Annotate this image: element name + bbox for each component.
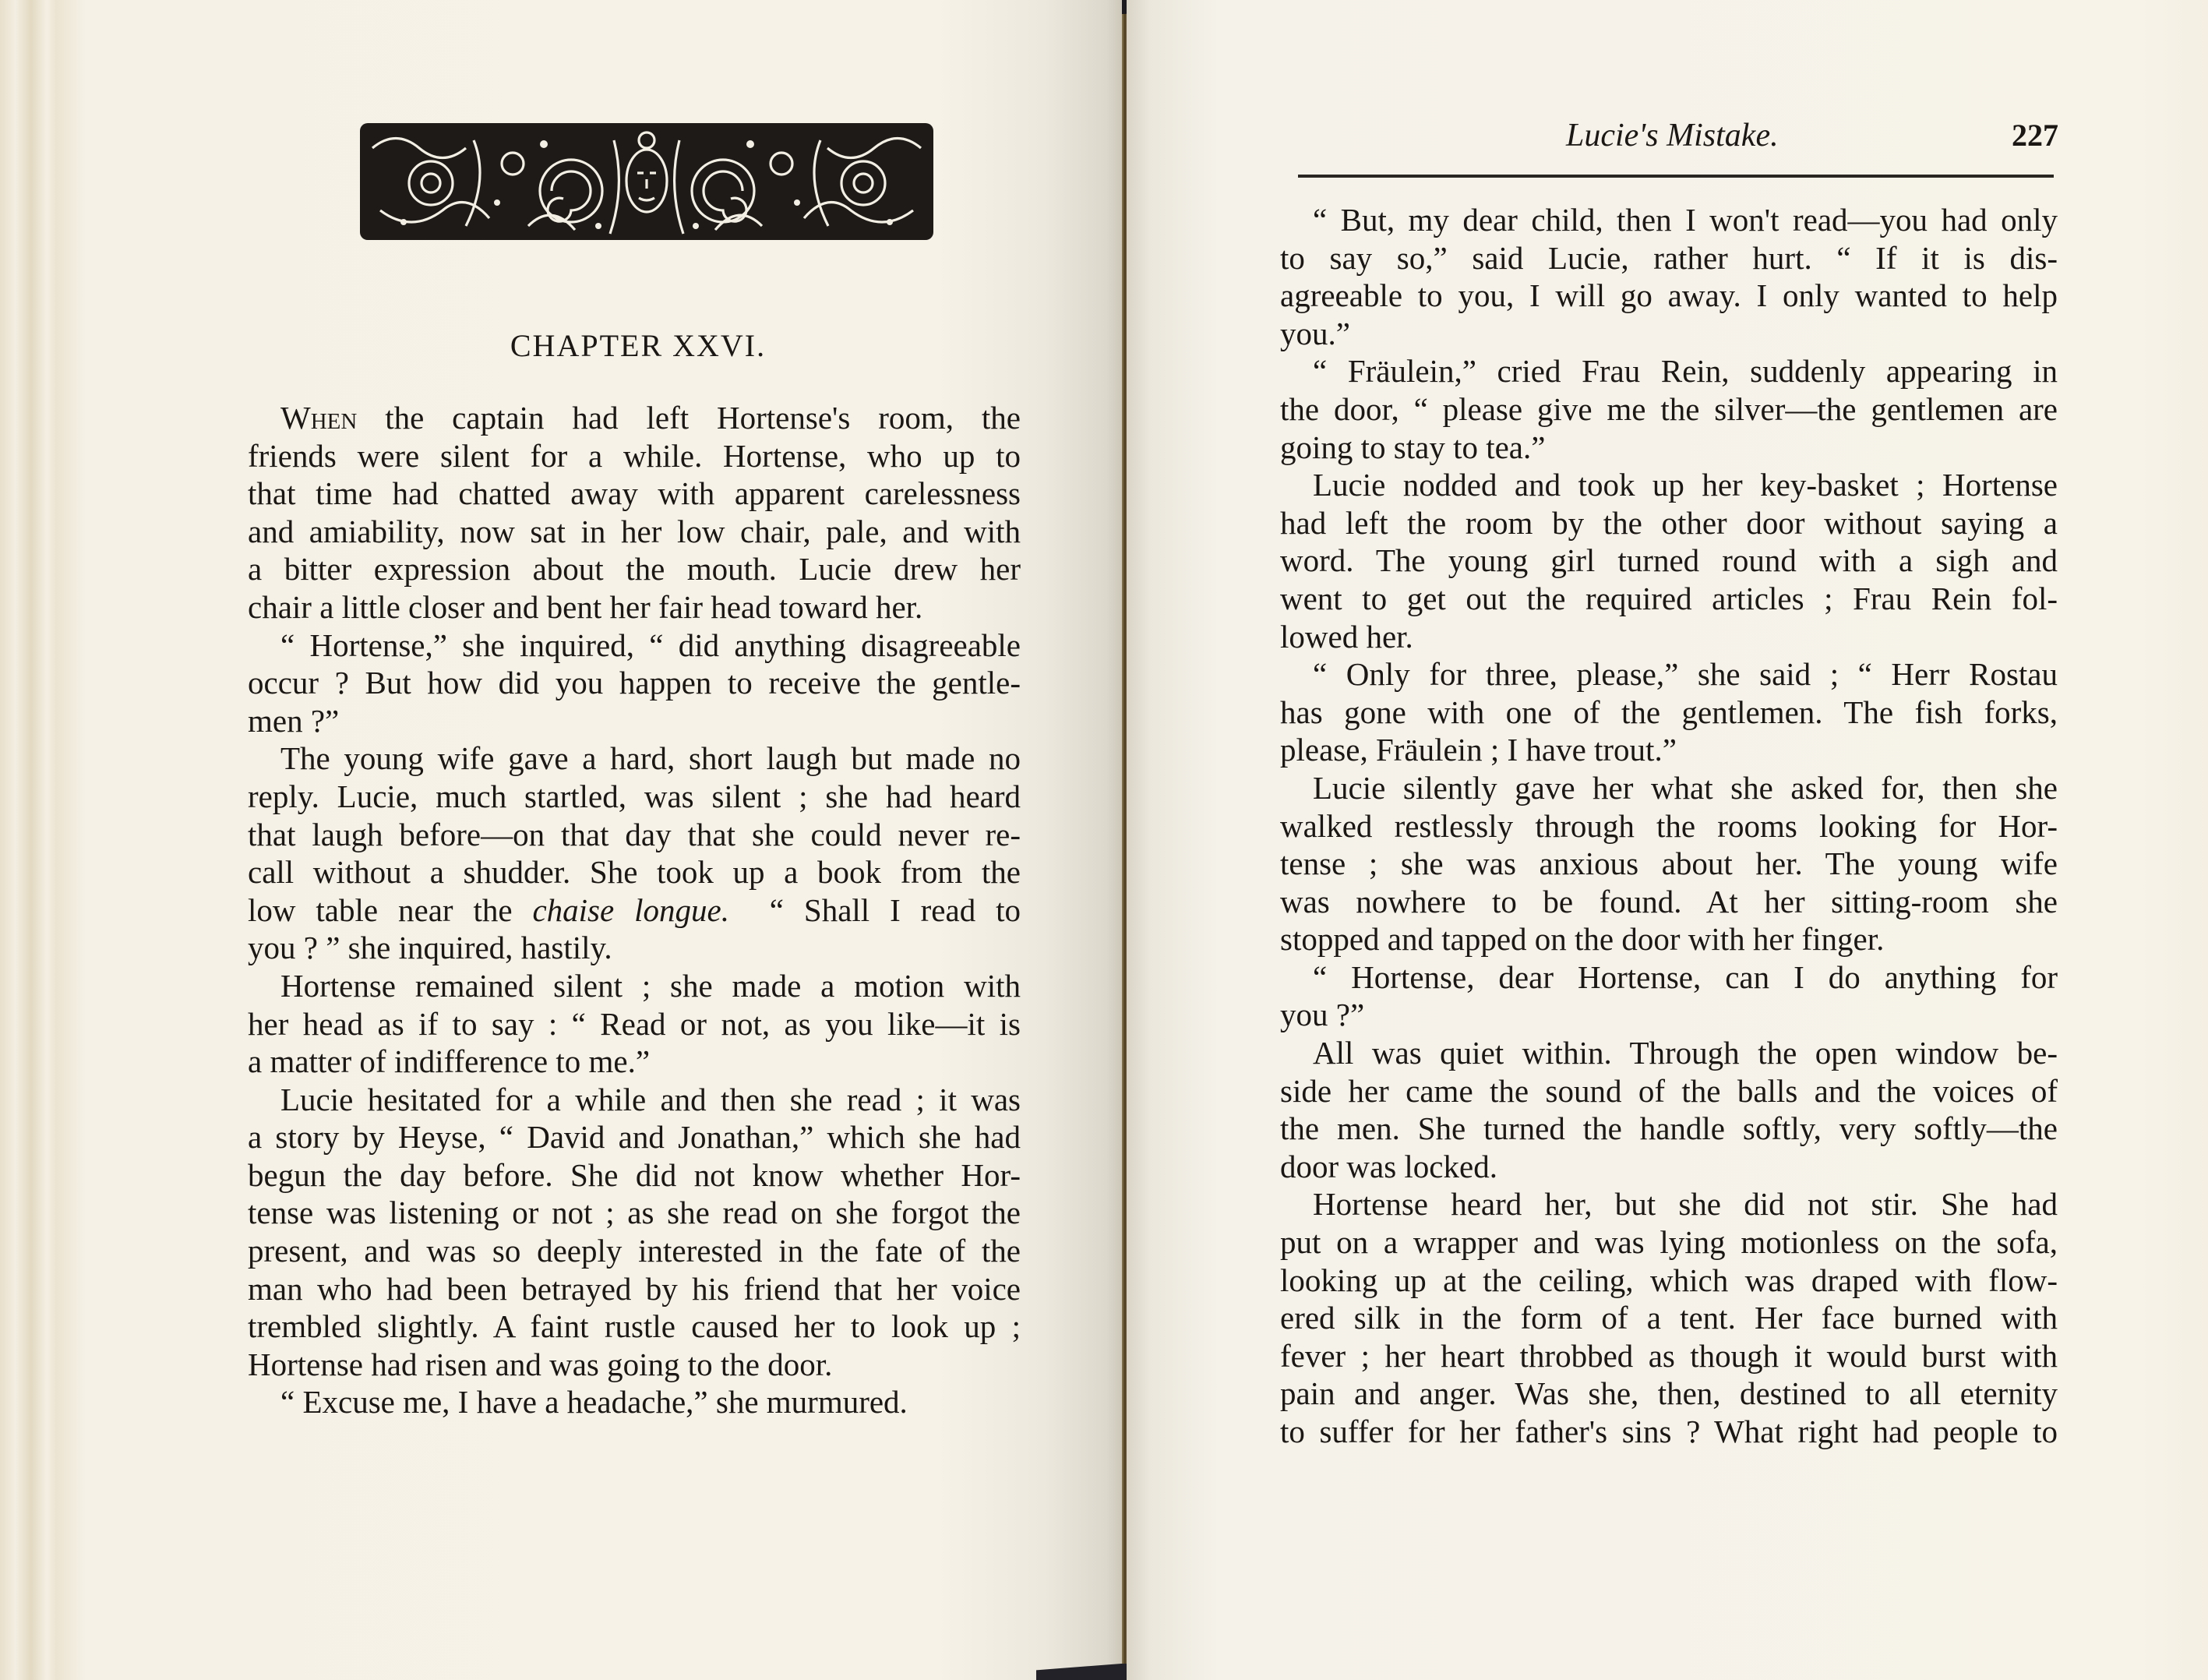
text-line: you ? ” she inquired, hastily. (248, 930, 612, 966)
text-line: lowed her. (1280, 618, 1413, 655)
text-line: to suffer for her father's sins ? What right had people to (1280, 1414, 2058, 1449)
text-line: word. The young girl turned round with a sigh and (1280, 542, 2058, 579)
text-line: her head as if to say : “ Read or not, as you like—it is (248, 1005, 1021, 1042)
line-spacer (729, 892, 770, 928)
text-line: you ?” (1280, 997, 1365, 1033)
text-line: agreeable to you, I will go away. I only wanted to help (1280, 277, 2058, 314)
text-line: stopped and tapped on the door with her finger. (1280, 921, 1885, 958)
text-line: that laugh before—on that day that she could never re- (248, 816, 1021, 852)
chapter-title: CHAPTER XXVI. (510, 328, 767, 363)
text-line: men ?” (248, 702, 340, 739)
page-number: 227 (2012, 118, 2058, 153)
header-rule (1298, 175, 2054, 178)
text-line: ered silk in the form of a tent. Her face burned with (1280, 1300, 2058, 1336)
text-line: was nowhere to be found. At her sitting-room she (1280, 883, 2058, 919)
decorative-headpiece-ornament (357, 117, 936, 246)
text-line: occur ? But how did you happen to receive the gentle- (248, 665, 1021, 701)
text-line: went to get out the required articles ; Frau Rein fol- (1280, 580, 2058, 616)
text-line: you.” (1280, 315, 1350, 351)
text-line: reply. Lucie, much startled, was silent ; she had heard (248, 778, 1021, 814)
text-line: has gone with one of the gentlemen. The fish forks, (1280, 694, 2058, 730)
text-line: All was quiet within. Through the open window be- (1313, 1035, 2058, 1071)
text-line: that time had chatted away with apparent carelessness (248, 475, 1021, 512)
text-line (248, 399, 1021, 437)
text-line: a bitter expression about the mouth. Lucie drew her (248, 551, 1021, 588)
text-line: “ Excuse me, I have a headache,” she murmured. (280, 1384, 908, 1421)
text-line: door was locked. (1280, 1148, 1497, 1184)
text-line: a story by Heyse, “ David and Jonathan,” which she had (248, 1119, 1021, 1156)
text-line: chair a little closer and bent her fair head toward her. (248, 588, 923, 625)
text-line (248, 891, 1021, 930)
text-line: “ Hortense, dear Hortense, can I do anything for (1313, 958, 2058, 995)
text-line: Lucie nodded and took up her key-basket ; Hortense (1313, 467, 2058, 503)
text-line: a matter of indifference to me.” (248, 1043, 651, 1080)
text-line: fever ; her heart throbbed as though it would burst with (1280, 1337, 2058, 1374)
text-line: going to stay to tea.” (1280, 429, 1546, 465)
text-line: tense was listening or not ; as she read on she forgot the (248, 1195, 1021, 1231)
text-line: walked restlessly through the rooms looking for Hor- (1280, 807, 2058, 844)
text-line: present, and was so deeply interested in the fate of the (248, 1233, 1021, 1269)
text-line: pain and anger. Was she, then, destined to all eternity (1280, 1375, 2058, 1412)
text-line: call without a shudder. She took up a book from the (248, 854, 1021, 891)
text-line: the men. She turned the handle softly, very softly—the (1280, 1110, 2058, 1147)
text-line: Hortense had risen and was going to the door. (248, 1346, 833, 1382)
text-line: “ Fräulein,” cried Frau Rein, suddenly appearing in (1313, 353, 2058, 390)
dropword-smallcaps: When (280, 400, 358, 436)
text-line: please, Fräulein ; I have trout.” (1280, 732, 1677, 768)
line-text: low table near the (248, 891, 533, 928)
text-line: friends were silent for a while. Hortense, who up to (248, 437, 1021, 474)
text-line: begun the day before. She did not know whether Hor- (248, 1156, 1021, 1193)
text-line: The young wife gave a hard, short laugh but made no (280, 740, 1021, 777)
text-line: and amiability, now sat in her low chair, pale, and with (248, 513, 1021, 549)
left-page-body (248, 399, 1021, 1421)
text-line: trembled slightly. A faint rustle caused her to look up ; (248, 1308, 1021, 1345)
text-line: Hortense remained silent ; she made a motion with (280, 967, 1021, 1004)
text-line: put on a wrapper and was lying motionless on the sofa, (1280, 1224, 2058, 1261)
running-head: Lucie's Mistake. (1566, 118, 1779, 154)
text-line: man who had been betrayed by his friend that her voice (248, 1270, 1021, 1307)
text-line: Lucie hesitated for a while and then she read ; it was (280, 1081, 1021, 1117)
line-text: “ Shall I read to (769, 891, 1021, 928)
text-line: “ Only for three, please,” she said ; “ Herr Rostau (1313, 656, 2058, 693)
text-line: the door, “ please give me the silver—the gentlemen are (1280, 390, 2058, 427)
text-line: Hortense heard her, but she did not stir. She had (1313, 1186, 2058, 1223)
line-text: the captain had left Hortense's room, the (385, 400, 1021, 436)
text-line: had left the room by the other door without saying a (1280, 504, 2058, 541)
text-line: Lucie silently gave her what she asked for, then she (1313, 769, 2058, 806)
text-line: “ Hortense,” she inquired, “ did anything disagreeable (280, 626, 1021, 663)
text-line: tense ; she was anxious about her. The young wife (1280, 845, 2058, 882)
text-line: “ But, my dear child, then I won't read—you had only (1313, 202, 2058, 238)
italic-phrase: chaise longue. (532, 891, 729, 928)
text-line: looking up at the ceiling, which was draped with flow- (1280, 1262, 2058, 1298)
text-line: side her came the sound of the balls and the voices of (1280, 1072, 2058, 1109)
right-page-body (1280, 201, 2058, 1451)
text-line: to say so,” said Lucie, rather hurt. “ If it is dis- (1280, 239, 2058, 276)
